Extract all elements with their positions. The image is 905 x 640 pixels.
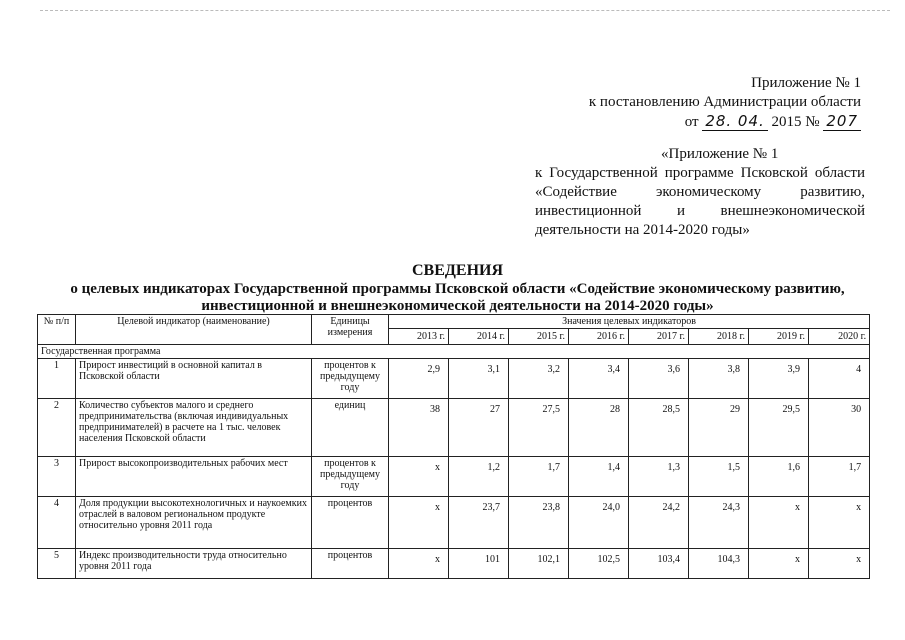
document-title: СВЕДЕНИЯ <box>411 262 504 279</box>
value-cell: 29,5 <box>749 399 809 457</box>
unit-cell: процентов <box>312 549 389 579</box>
table-row <box>38 457 870 497</box>
value-cell: 27 <box>449 399 509 457</box>
year-header: 2014 г. <box>449 329 509 345</box>
value-cell: 1,2 <box>449 457 509 497</box>
year-header: 2020 г. <box>809 329 870 345</box>
value-cell: 104,3 <box>689 549 749 579</box>
unit-cell: процентов к предыдущему году <box>312 359 389 399</box>
value-cell: 1,7 <box>509 457 569 497</box>
value-cell: 102,5 <box>569 549 629 579</box>
handwritten-number: 207 <box>823 112 861 131</box>
value-cell: 3,4 <box>569 359 629 399</box>
scan-top-edge <box>40 10 890 11</box>
value-cell: 38 <box>389 399 449 457</box>
section-label: Государственная программа <box>38 345 870 359</box>
value-cell: 24,0 <box>569 497 629 549</box>
row-number: 5 <box>38 549 76 579</box>
row-number: 3 <box>38 457 76 497</box>
value-cell: х <box>809 497 870 549</box>
header-units: Единицы измерения <box>312 315 389 345</box>
year-number-label: 2015 № <box>771 114 820 130</box>
program-appendix-body: к Государственной программе Псковской области «Содействие экономическому развитию, инвестиционной и внешнеэкономической деятельности на 2014-2020 годы» <box>535 165 865 238</box>
value-cell: 2,9 <box>389 359 449 399</box>
table-row <box>38 549 870 579</box>
value-cell: 24,2 <box>629 497 689 549</box>
value-cell: 29 <box>689 399 749 457</box>
indicator-name: Индекс производительности труда относительно уровня 2011 года <box>76 549 312 579</box>
document-subtitle-1: о целевых индикаторах Государственной программы Псковской области «Содействие экономическому развитию, <box>70 281 845 297</box>
value-cell: 3,6 <box>629 359 689 399</box>
value-cell: 23,8 <box>509 497 569 549</box>
value-cell: 30 <box>809 399 870 457</box>
value-cell: х <box>389 549 449 579</box>
table-row <box>38 497 870 549</box>
value-cell: 101 <box>449 549 509 579</box>
indicator-name: Доля продукции высокотехнологичных и наукоемких отраслей в валовом региональном продукте относительно уровня 2011 года <box>76 497 312 549</box>
value-cell: 23,7 <box>449 497 509 549</box>
header-values: Значения целевых индикаторов <box>389 315 870 329</box>
value-cell: 3,8 <box>689 359 749 399</box>
unit-cell: процентов <box>312 497 389 549</box>
header-num: № п/п <box>38 315 76 345</box>
header-indicator: Целевой индикатор (наименование) <box>76 315 312 345</box>
appendix-title: Приложение № 1 <box>751 75 861 91</box>
year-header: 2019 г. <box>749 329 809 345</box>
value-cell: 3,1 <box>449 359 509 399</box>
indicator-name: Прирост инвестиций в основной капитал в Псковской области <box>76 359 312 399</box>
value-cell: х <box>749 497 809 549</box>
row-number: 2 <box>38 399 76 457</box>
value-cell: 28,5 <box>629 399 689 457</box>
handwritten-date: 28. 04. <box>702 112 767 131</box>
value-cell: 24,3 <box>689 497 749 549</box>
document-subtitle-2: инвестиционной и внешнеэкономической деятельности на 2014-2020 годы» <box>201 298 714 314</box>
year-header: 2013 г. <box>389 329 449 345</box>
year-header: 2015 г. <box>509 329 569 345</box>
value-cell: 1,3 <box>629 457 689 497</box>
value-cell: 1,4 <box>569 457 629 497</box>
year-header: 2017 г. <box>629 329 689 345</box>
row-number: 1 <box>38 359 76 399</box>
unit-cell: единиц <box>312 399 389 457</box>
header-row <box>38 315 870 329</box>
year-header: 2018 г. <box>689 329 749 345</box>
table-row <box>38 359 870 399</box>
year-header: 2016 г. <box>569 329 629 345</box>
table-row <box>38 399 870 457</box>
section-row <box>38 345 870 359</box>
value-cell: 1,5 <box>689 457 749 497</box>
value-cell: 103,4 <box>629 549 689 579</box>
value-cell: 3,2 <box>509 359 569 399</box>
value-cell: 27,5 <box>509 399 569 457</box>
value-cell: х <box>389 457 449 497</box>
value-cell: 1,7 <box>809 457 870 497</box>
appendix-date-line <box>589 112 861 132</box>
unit-cell: процентов к предыдущему году <box>312 457 389 497</box>
appendix-resolution: к постановлению Администрации области <box>588 94 861 110</box>
program-appendix <box>535 145 865 240</box>
program-appendix-title: «Приложение № 1 <box>661 146 779 162</box>
appendix-header <box>589 74 861 132</box>
value-cell: х <box>809 549 870 579</box>
indicators-table <box>37 314 870 579</box>
value-cell: х <box>389 497 449 549</box>
value-cell: 3,9 <box>749 359 809 399</box>
value-cell: х <box>749 549 809 579</box>
indicator-name: Прирост высокопроизводительных рабочих мест <box>76 457 312 497</box>
value-cell: 28 <box>569 399 629 457</box>
value-cell: 4 <box>809 359 870 399</box>
date-prefix: от <box>684 114 699 130</box>
value-cell: 102,1 <box>509 549 569 579</box>
indicator-name: Количество субъектов малого и среднего предпринимательства (включая индивидуальных предпринимателей) в расчете на 1 тыс. человек населения Псковской области <box>76 399 312 457</box>
value-cell: 1,6 <box>749 457 809 497</box>
row-number: 4 <box>38 497 76 549</box>
